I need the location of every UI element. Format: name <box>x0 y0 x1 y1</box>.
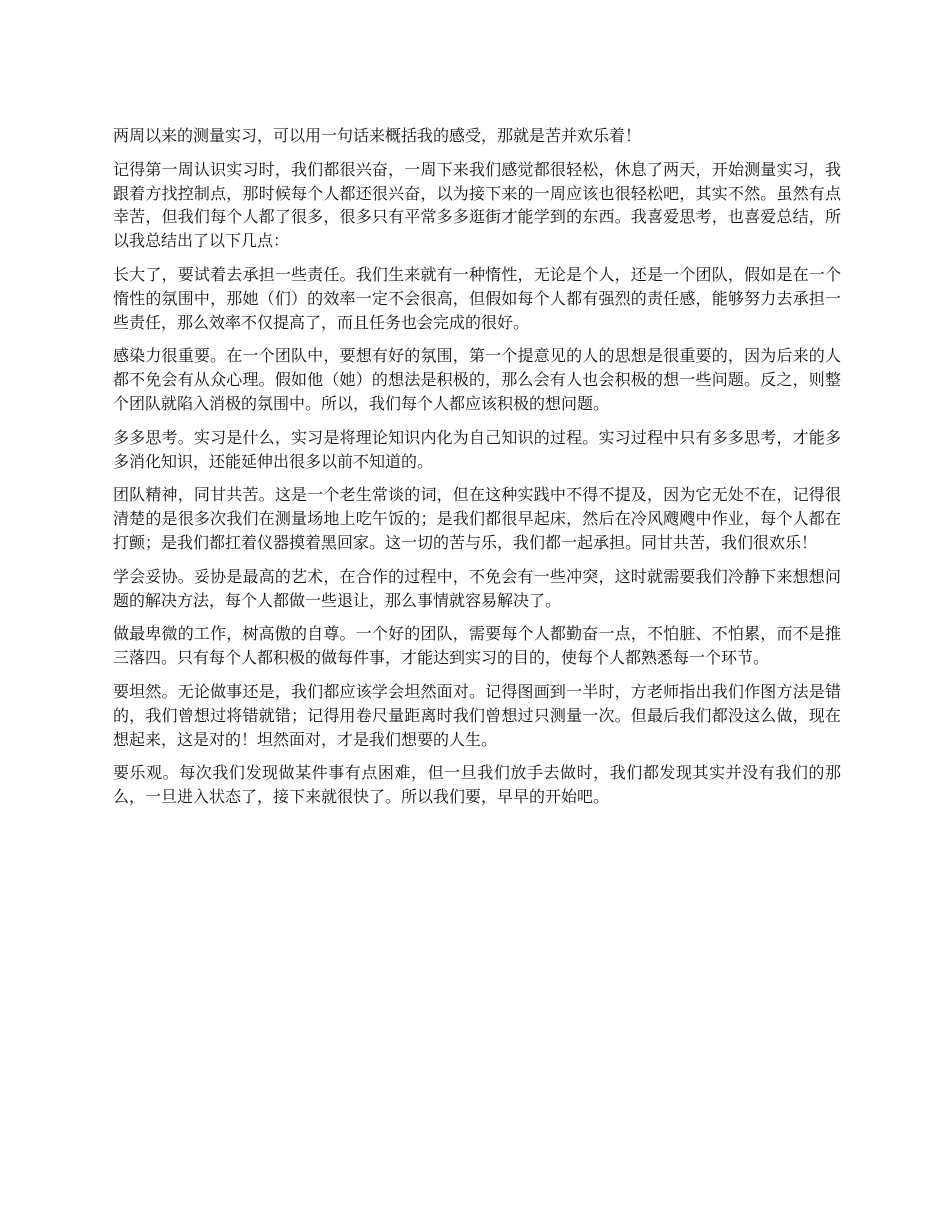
document-body <box>113 124 841 819</box>
paragraph-humble-work: 做最卑微的工作，树高傲的自尊。一个好的团队，需要每个人都勤奋一点，不怕脏、不怕累，而不是推三落四。只有每个人都积极的做每件事，才能达到实习的目的，使每个人都熟悉每一个环节。 <box>113 624 841 668</box>
paragraph-calm: 要坦然。无论做事还是，我们都应该学会坦然面对。记得图画到一半时，方老师指出我们作图方法是错的，我们曾想过将错就错；记得用卷尺量距离时我们曾想过只测量一次。但最后我们都没这么做，现在想起来，这是对的！坦然面对，才是我们想要的人生。 <box>113 681 841 749</box>
paragraph-responsibility: 长大了，要试着去承担一些责任。我们生来就有一种惰性，无论是个人，还是一个团队，假如是在一个惰性的氛围中，那她（们）的效率一定不会很高，但假如每个人都有强烈的责任感，能够努力去承担一些责任，那么效率不仅提高了，而且任务也会完成的很好。 <box>113 264 841 332</box>
paragraph-first-week: 记得第一周认识实习时，我们都很兴奋，一周下来我们感觉都很轻松，休息了两天，开始测量实习，我跟着方找控制点，那时候每个人都还很兴奋，以为接下来的一周应该也很轻松吧，其实不然。虽然有点幸苦，但我们每个人都了很多，很多只有平常多多逛街才能学到的东西。我喜爱思考，也喜爱总结，所以我总结出了以下几点： <box>113 159 841 251</box>
paragraph-intro: 两周以来的测量实习，可以用一句话来概括我的感受，那就是苦并欢乐着！ <box>113 126 642 145</box>
paragraph-teamwork: 团队精神，同甘共苦。这是一个老生常谈的词，但在这种实践中不得不提及，因为它无处不在，记得很清楚的是很多次我们在测量场地上吃午饭的；是我们都很早起床，然后在冷风飕飕中作业，每个人都在打颤；是我们都扛着仪器摸着黑回家。这一切的苦与乐，我们都一起承担。同甘共苦，我们很欢乐！ <box>113 485 841 552</box>
paragraph-compromise: 学会妥协。妥协是最高的艺术，在合作的过程中，不免会有一些冲突，这时就需要我们冷静下来想想问题的解决方法，每个人都做一些退让，那么事情就容易解决了。 <box>113 566 841 610</box>
paragraph-optimism: 要乐观。每次我们发现做某件事有点困难，但一旦我们放手去做时，我们都发现其实并没有我们的那么，一旦进入状态了，接下来就很快了。所以我们要，早早的开始吧。 <box>113 763 841 807</box>
paragraph-influence: 感染力很重要。在一个团队中，要想有好的氛围，第一个提意见的人的思想是很重要的，因为后来的人都不免会有从众心理。假如他（她）的想法是积极的，那么会有人也会积极的想一些问题。反之，则整个团队就陷入消极的氛围中。所以，我们每个人都应该积极的想问题。 <box>113 346 841 413</box>
paragraph-thinking: 多多思考。实习是什么，实习是将理论知识内化为自己知识的过程。实习过程中只有多多思考，才能多多消化知识，还能延伸出很多以前不知道的。 <box>113 427 841 471</box>
